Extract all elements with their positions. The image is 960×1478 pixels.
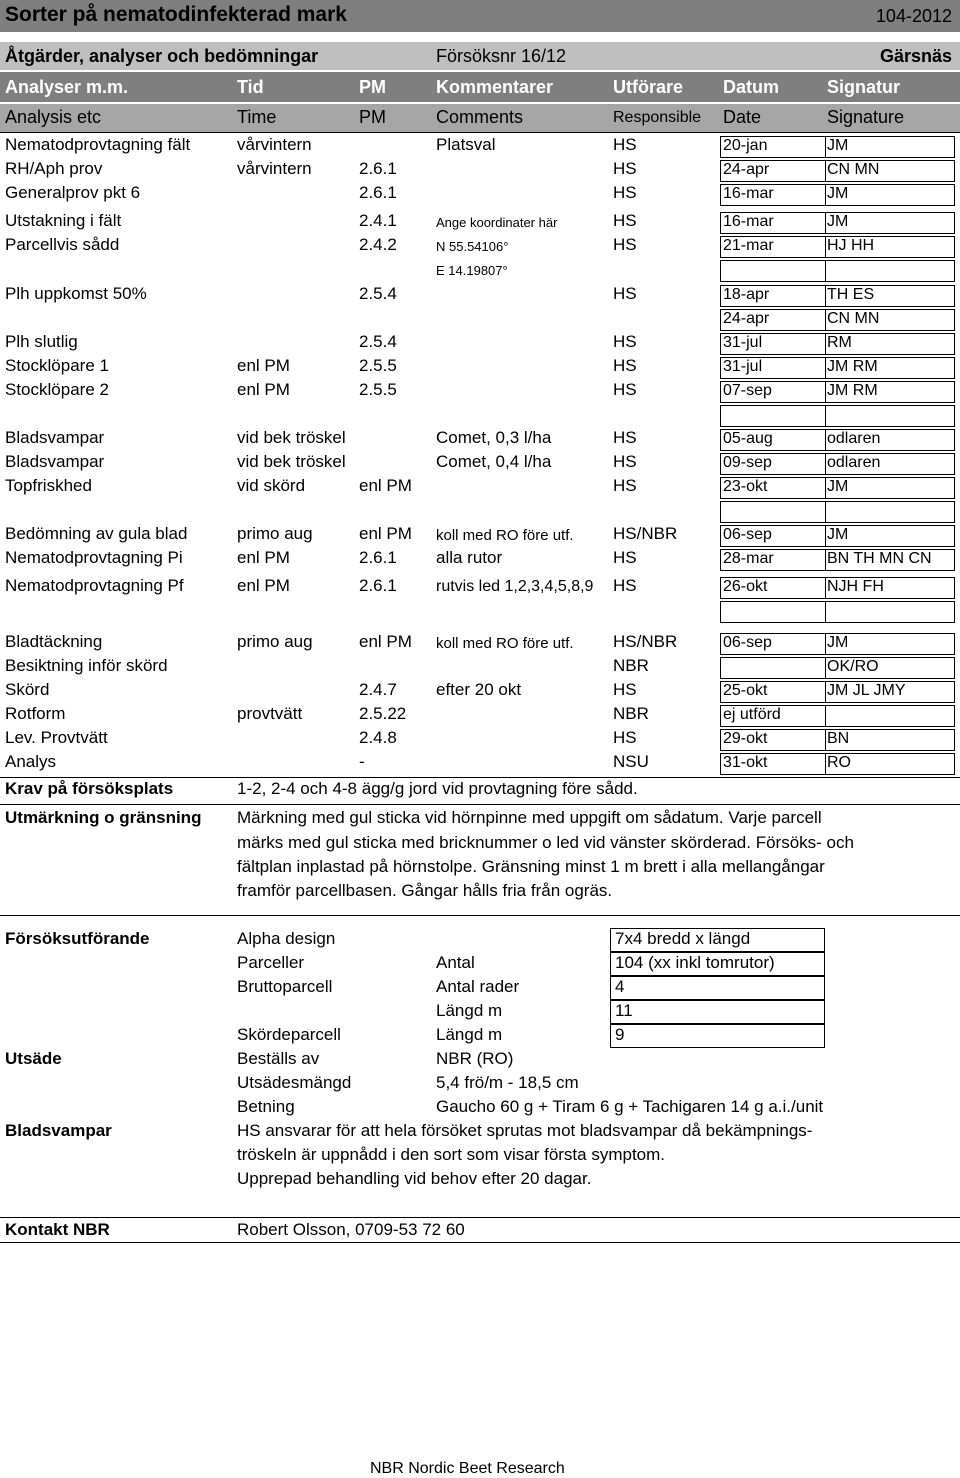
seed-label: Utsäde xyxy=(5,1049,62,1068)
cell-resp: NBR xyxy=(613,656,649,675)
cell-activity: Plh slutlig xyxy=(5,332,78,351)
date-cell-box xyxy=(720,357,826,379)
cell-date: ej utförd xyxy=(723,706,781,723)
execution-top-line xyxy=(0,915,960,916)
cell-pm: enl PM xyxy=(359,476,412,495)
cell-activity: Bedömning av gula blad xyxy=(5,524,188,543)
signature-cell-box xyxy=(825,357,955,379)
execution-item-value: 11 xyxy=(615,1001,633,1020)
signature-cell-box xyxy=(825,453,955,475)
column-header-en-responsible: Responsible xyxy=(613,109,702,126)
cell-comment: rutvis led 1,2,3,4,5,8,9 xyxy=(436,578,594,595)
execution-item-label: Bruttoparcell xyxy=(237,977,333,996)
cell-resp: HS xyxy=(613,576,637,595)
cell-resp: HS xyxy=(613,235,637,254)
date-cell-box xyxy=(720,285,826,307)
execution-value-box xyxy=(610,1000,825,1024)
column-header-en-activity: Analysis etc xyxy=(5,107,102,127)
cell-comment: E 14.19807° xyxy=(436,263,508,278)
seed-treatment-value: Gaucho 60 g + Tiram 6 g + Tachigaren 14 g a.i./unit xyxy=(436,1097,824,1116)
execution-item-label: Skördeparcell xyxy=(237,1025,341,1044)
cell-date: 16-mar xyxy=(723,185,774,202)
cell-date: 24-apr xyxy=(723,161,770,178)
cell-sign: HJ HH xyxy=(827,237,875,254)
signature-cell-box xyxy=(825,729,955,751)
signature-cell-box xyxy=(825,429,955,451)
cell-sign: OK/RO xyxy=(827,658,879,675)
cell-resp: HS xyxy=(613,284,637,303)
cell-activity: Bladtäckning xyxy=(5,632,103,651)
cell-pm: 2.6.1 xyxy=(359,576,397,595)
leaf-fungi-line-2: tröskeln är uppnådd i den sort som visar första symptom. xyxy=(237,1145,666,1164)
date-cell-box xyxy=(720,577,826,599)
cell-sign: JM xyxy=(827,526,849,543)
execution-value-box xyxy=(610,976,825,1000)
cell-date: 05-aug xyxy=(723,430,773,447)
cell-resp: HS xyxy=(613,452,637,471)
header-divider xyxy=(0,132,960,133)
cell-activity: Bladsvampar xyxy=(5,428,105,447)
cell-time: enl PM xyxy=(237,576,290,595)
date-cell-box xyxy=(720,160,826,182)
cell-pm: 2.5.5 xyxy=(359,380,397,399)
cell-resp: HS xyxy=(613,380,637,399)
page-title: Sorter på nematodinfekterad mark xyxy=(5,3,347,26)
cell-resp: HS xyxy=(613,680,637,699)
cell-time: primo aug xyxy=(237,524,313,543)
cell-sign: JM RM xyxy=(827,382,878,399)
signature-cell-box xyxy=(825,405,955,427)
signature-cell-box xyxy=(825,236,955,258)
cell-activity: RH/Aph prov xyxy=(5,159,103,178)
execution-value-box xyxy=(610,952,825,976)
cell-activity: Nematodprovtagning Pi xyxy=(5,548,183,567)
seed-orderer-value: NBR (RO) xyxy=(436,1049,514,1068)
cell-sign: NJH FH xyxy=(827,578,884,595)
column-header-en-time: Time xyxy=(237,107,277,127)
column-header-en-comment: Comments xyxy=(436,107,524,127)
cell-resp: HS xyxy=(613,548,637,567)
requirements-text: 1-2, 2-4 och 4-8 ägg/g jord vid provtagning före sådd. xyxy=(237,779,638,798)
cell-activity: Parcellvis sådd xyxy=(5,235,120,254)
signature-cell-box xyxy=(825,212,955,234)
cell-sign: BN TH MN CN xyxy=(827,550,932,567)
execution-item-label: Parceller xyxy=(237,953,305,972)
date-cell-box xyxy=(720,753,826,775)
cell-date: 25-okt xyxy=(723,682,768,699)
execution-item-sublabel: Längd m xyxy=(436,1025,503,1044)
column-header-comment: Kommentarer xyxy=(436,77,554,97)
date-cell-box xyxy=(720,136,826,158)
cell-pm: enl PM xyxy=(359,632,412,651)
cell-sign: JM xyxy=(827,478,849,495)
signature-cell-box xyxy=(825,705,955,727)
cell-sign: JM RM xyxy=(827,358,878,375)
cell-activity: Lev. Provtvätt xyxy=(5,728,108,747)
signature-cell-box xyxy=(825,753,955,775)
seed-rate-label: Utsädesmängd xyxy=(237,1073,352,1092)
footer-text: NBR Nordic Beet Research xyxy=(370,1460,565,1477)
cell-activity: Utstakning i fält xyxy=(5,211,122,230)
cell-resp: HS xyxy=(613,428,637,447)
marking-line-2: märks med gul sticka med bricknummer o led vid vänster skörderad. Försöks- och xyxy=(237,833,854,852)
signature-cell-box xyxy=(825,601,955,623)
trial-number: Försöksnr 16/12 xyxy=(436,46,567,66)
execution-item-value: 9 xyxy=(615,1025,625,1044)
cell-time: vårvintern xyxy=(237,159,312,178)
cell-sign: odlaren xyxy=(827,430,881,447)
cell-pm: enl PM xyxy=(359,524,412,543)
cell-date: 07-sep xyxy=(723,382,772,399)
date-cell-box xyxy=(720,405,826,427)
cell-pm: 2.5.4 xyxy=(359,284,397,303)
seed-orderer-label: Beställs av xyxy=(237,1049,320,1068)
cell-activity: Nematodprovtagning Pf xyxy=(5,576,184,595)
cell-date: 16-mar xyxy=(723,213,774,230)
requirements-bottom-line xyxy=(0,804,960,805)
cell-sign: JM xyxy=(827,634,849,651)
cell-sign: JM xyxy=(827,137,849,154)
cell-sign: BN xyxy=(827,730,850,747)
execution-label: Försöksutförande xyxy=(5,929,150,948)
cell-activity: Generalprov pkt 6 xyxy=(5,183,141,202)
execution-item-sublabel: Antal xyxy=(436,953,475,972)
cell-resp: HS xyxy=(613,211,637,230)
cell-comment: Comet, 0,4 l/ha xyxy=(436,452,552,471)
cell-comment: koll med RO före utf. xyxy=(436,527,574,544)
cell-time: vid bek tröskel xyxy=(237,428,346,447)
cell-comment: Platsval xyxy=(436,135,496,154)
contact-text: Robert Olsson, 0709-53 72 60 xyxy=(237,1220,465,1239)
date-cell-box xyxy=(720,212,826,234)
cell-date: 28-mar xyxy=(723,550,774,567)
cell-resp: HS xyxy=(613,135,637,154)
cell-date: 06-sep xyxy=(723,634,772,651)
execution-value-box xyxy=(610,928,825,952)
cell-activity: Topfriskhed xyxy=(5,476,92,495)
cell-time: vid skörd xyxy=(237,476,306,495)
cell-time: enl PM xyxy=(237,380,290,399)
requirements-label: Krav på försöksplats xyxy=(5,779,174,798)
cell-sign: RO xyxy=(827,754,851,771)
cell-date: 31-jul xyxy=(723,334,763,351)
cell-date: 29-okt xyxy=(723,730,768,747)
marking-line-4: framför parcellbasen. Gångar hålls fria från ogräs. xyxy=(237,881,613,900)
execution-item-value: 7x4 bredd x längd xyxy=(615,929,751,948)
cell-resp: HS xyxy=(613,356,637,375)
cell-activity: Nematodprovtagning fält xyxy=(5,135,191,154)
cell-sign: JM xyxy=(827,185,849,202)
date-cell-box xyxy=(720,729,826,751)
cell-sign: JM JL JMY xyxy=(827,682,906,699)
signature-cell-box xyxy=(825,309,955,331)
signature-cell-box xyxy=(825,633,955,655)
trial-location: Gärsnäs xyxy=(879,46,952,66)
cell-time: provtvätt xyxy=(237,704,303,723)
column-header-signature: Signatur xyxy=(827,77,901,97)
cell-activity: Rotform xyxy=(5,704,66,723)
cell-resp: HS xyxy=(613,728,637,747)
cell-pm: 2.4.1 xyxy=(359,211,397,230)
date-cell-box xyxy=(720,501,826,523)
cell-comment: N 55.54106° xyxy=(436,239,509,254)
date-cell-box xyxy=(720,236,826,258)
cell-activity: Stocklöpare 1 xyxy=(5,356,109,375)
signature-cell-box xyxy=(825,136,955,158)
cell-resp: NSU xyxy=(613,752,649,771)
date-cell-box xyxy=(720,381,826,403)
signature-cell-box xyxy=(825,477,955,499)
cell-time: enl PM xyxy=(237,356,290,375)
signature-cell-box xyxy=(825,681,955,703)
cell-time: enl PM xyxy=(237,548,290,567)
cell-sign: odlaren xyxy=(827,454,881,471)
requirements-top-line xyxy=(0,777,960,778)
execution-item-value: 104 (xx inkl tomrutor) xyxy=(615,953,775,972)
cell-date: 23-okt xyxy=(723,478,768,495)
cell-pm: - xyxy=(359,752,365,771)
column-header-time: Tid xyxy=(237,77,264,97)
cell-date: 09-sep xyxy=(723,454,772,471)
cell-comment: efter 20 okt xyxy=(436,680,522,699)
execution-value-box xyxy=(610,1024,825,1048)
cell-time: vid bek tröskel xyxy=(237,452,346,471)
column-header-pm: PM xyxy=(359,77,386,97)
column-header-en-pm: PM xyxy=(359,107,386,127)
date-cell-box xyxy=(720,601,826,623)
cell-pm: 2.6.1 xyxy=(359,183,397,202)
cell-sign: RM xyxy=(827,334,852,351)
seed-treatment-label: Betning xyxy=(237,1097,295,1116)
cell-resp: HS xyxy=(613,183,637,202)
cell-pm: 2.5.5 xyxy=(359,356,397,375)
cell-date: 31-okt xyxy=(723,754,768,771)
trial-code: 104-2012 xyxy=(875,6,952,26)
cell-pm: 2.6.1 xyxy=(359,548,397,567)
cell-comment: koll med RO före utf. xyxy=(436,635,574,652)
signature-cell-box xyxy=(825,525,955,547)
cell-sign: CN MN xyxy=(827,161,880,178)
cell-resp: HS xyxy=(613,332,637,351)
date-cell-box xyxy=(720,309,826,331)
execution-item-value: 4 xyxy=(615,977,625,996)
cell-comment: Ange koordinater här xyxy=(436,215,558,230)
cell-comment: Comet, 0,3 l/ha xyxy=(436,428,552,447)
signature-cell-box xyxy=(825,333,955,355)
cell-resp: NBR xyxy=(613,704,649,723)
cell-sign: CN MN xyxy=(827,310,880,327)
date-cell-box xyxy=(720,184,826,206)
signature-cell-box xyxy=(825,549,955,571)
execution-item-sublabel: Längd m xyxy=(436,1001,503,1020)
signature-cell-box xyxy=(825,657,955,679)
cell-activity: Plh uppkomst 50% xyxy=(5,284,147,303)
cell-pm: 2.6.1 xyxy=(359,159,397,178)
cell-date: 06-sep xyxy=(723,526,772,543)
date-cell-box xyxy=(720,705,826,727)
contact-label: Kontakt NBR xyxy=(5,1220,110,1239)
cell-activity: Skörd xyxy=(5,680,50,699)
execution-item-label: Alpha design xyxy=(237,929,336,948)
cell-resp: HS xyxy=(613,476,637,495)
date-cell-box xyxy=(720,681,826,703)
seed-rate-value: 5,4 frö/m - 18,5 cm xyxy=(436,1073,579,1092)
cell-resp: HS/NBR xyxy=(613,632,678,651)
leaf-fungi-label: Bladsvampar xyxy=(5,1121,112,1140)
cell-sign: JM xyxy=(827,213,849,230)
page-subtitle: Åtgärder, analyser och bedömningar xyxy=(5,46,319,66)
date-cell-box xyxy=(720,525,826,547)
cell-date: 31-jul xyxy=(723,358,763,375)
cell-pm: 2.4.8 xyxy=(359,728,397,747)
cell-activity: Analys xyxy=(5,752,57,771)
cell-date: 26-okt xyxy=(723,578,768,595)
cell-time: primo aug xyxy=(237,632,313,651)
cell-activity: Besiktning inför skörd xyxy=(5,656,168,675)
cell-pm: 2.4.7 xyxy=(359,680,397,699)
cell-date: 24-apr xyxy=(723,310,770,327)
contact-top-line xyxy=(0,1217,960,1218)
contact-bottom-line xyxy=(0,1242,960,1243)
cell-date: 20-jan xyxy=(723,137,768,154)
cell-comment: alla rutor xyxy=(436,548,503,567)
signature-cell-box xyxy=(825,501,955,523)
date-cell-box xyxy=(720,429,826,451)
cell-activity: Bladsvampar xyxy=(5,452,105,471)
date-cell-box xyxy=(720,477,826,499)
date-cell-box xyxy=(720,633,826,655)
cell-resp: HS xyxy=(613,159,637,178)
execution-item-sublabel: Antal rader xyxy=(436,977,520,996)
column-header-en-date: Date xyxy=(723,107,762,127)
cell-pm: 2.4.2 xyxy=(359,235,397,254)
date-cell-box xyxy=(720,549,826,571)
cell-time: vårvintern xyxy=(237,135,312,154)
date-cell-box xyxy=(720,453,826,475)
signature-cell-box xyxy=(825,260,955,282)
date-cell-box xyxy=(720,657,826,679)
signature-cell-box xyxy=(825,184,955,206)
signature-cell-box xyxy=(825,160,955,182)
column-header-activity: Analyser m.m. xyxy=(5,77,129,97)
cell-activity: Stocklöpare 2 xyxy=(5,380,109,399)
column-header-date: Datum xyxy=(723,77,780,97)
cell-date: 18-apr xyxy=(723,286,770,303)
marking-label: Utmärkning o gränsning xyxy=(5,808,202,827)
leaf-fungi-line-3: Upprepad behandling vid behov efter 20 dagar. xyxy=(237,1169,592,1188)
cell-sign: TH ES xyxy=(827,286,875,303)
cell-pm: 2.5.4 xyxy=(359,332,397,351)
column-header-responsible: Utförare xyxy=(613,77,684,97)
signature-cell-box xyxy=(825,577,955,599)
marking-line-1: Märkning med gul sticka vid hörnpinne med uppgift om sådatum. Varje parcell xyxy=(237,808,822,827)
cell-resp: HS/NBR xyxy=(613,524,678,543)
column-header-en-signature: Signature xyxy=(827,107,905,127)
date-cell-box xyxy=(720,333,826,355)
cell-date: 21-mar xyxy=(723,237,774,254)
cell-pm: 2.5.22 xyxy=(359,704,407,723)
signature-cell-box xyxy=(825,381,955,403)
signature-cell-box xyxy=(825,285,955,307)
marking-line-3: fältplan inplastad på hörnstolpe. Gränsning minst 1 m brett i alla mellangångar xyxy=(237,857,825,876)
date-cell-box xyxy=(720,260,826,282)
leaf-fungi-line-1: HS ansvarar för att hela försöket sprutas mot bladsvampar då bekämpnings- xyxy=(237,1121,813,1140)
